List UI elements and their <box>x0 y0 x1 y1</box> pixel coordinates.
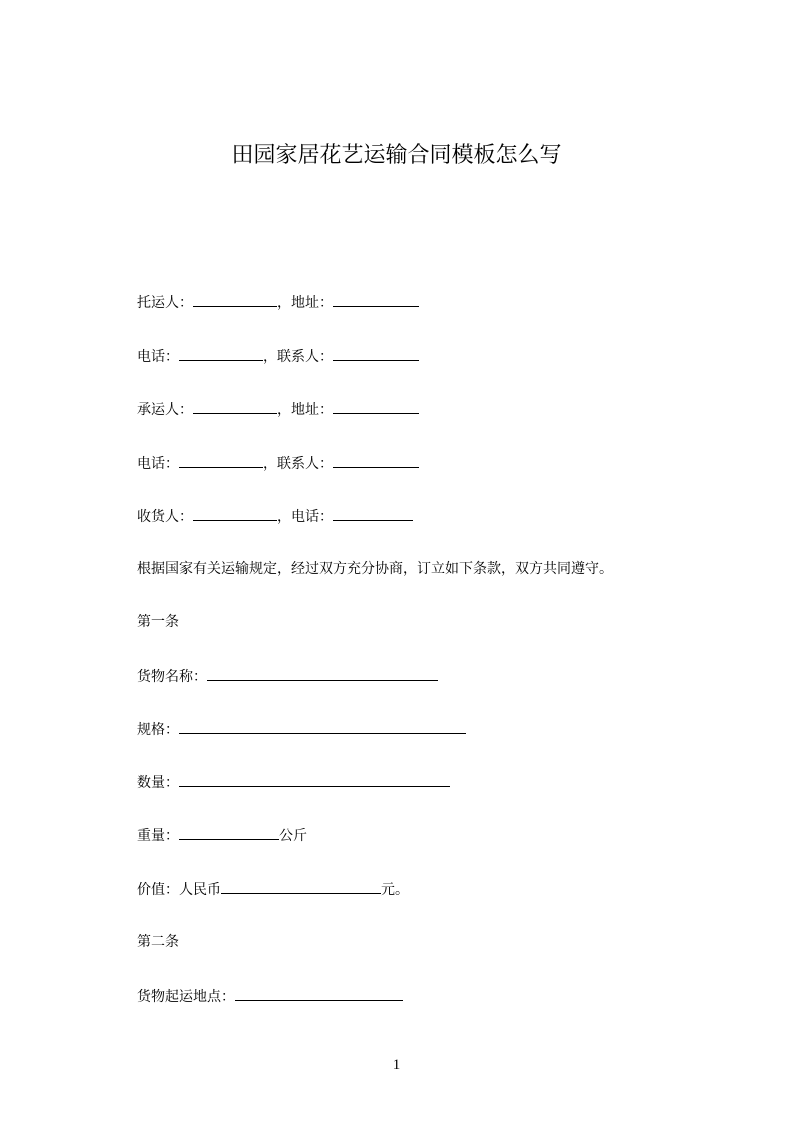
carrier-line <box>137 399 419 420</box>
origin-label: 货物起运地点： <box>137 989 235 1005</box>
consignee-field[interactable] <box>193 506 277 521</box>
spec-label: 规格： <box>137 722 179 738</box>
carrier-phone-field[interactable] <box>179 453 263 468</box>
preamble-paragraph: 根据国家有关运输规定，经过双方充分协商，订立如下条款，双方共同遵守。 <box>137 561 613 577</box>
quantity-field[interactable] <box>179 772 450 787</box>
consignee-phone-label: 电话： <box>291 509 333 525</box>
separator: ， <box>277 402 291 418</box>
carrier-phone-label: 电话： <box>137 456 179 472</box>
value-line <box>137 879 409 900</box>
separator: ， <box>277 509 291 525</box>
origin-field[interactable] <box>235 986 403 1001</box>
shipper-contact-line <box>137 346 419 367</box>
spec-field[interactable] <box>179 719 466 734</box>
carrier-field[interactable] <box>193 399 277 414</box>
shipper-label: 托运人： <box>137 295 193 311</box>
carrier-address-label: 地址： <box>291 402 333 418</box>
weight-label: 重量： <box>137 828 179 844</box>
separator: ， <box>263 456 277 472</box>
goods-name-line <box>137 666 438 687</box>
article-1-heading: 第一条 <box>137 614 179 630</box>
separator: ， <box>277 295 291 311</box>
quantity-label: 数量： <box>137 775 179 791</box>
carrier-address-field[interactable] <box>333 399 419 414</box>
value-field[interactable] <box>221 879 381 894</box>
shipper-phone-field[interactable] <box>179 346 263 361</box>
consignee-label: 收货人： <box>137 509 193 525</box>
spec-line <box>137 719 466 740</box>
weight-line <box>137 825 307 846</box>
origin-line <box>137 986 403 1007</box>
consignee-line <box>137 506 413 527</box>
page-number: 1 <box>392 1057 401 1073</box>
value-label: 价值：人民币 <box>137 882 221 898</box>
carrier-contact-label: 联系人： <box>277 456 333 472</box>
goods-name-field[interactable] <box>207 666 438 681</box>
quantity-line <box>137 772 450 793</box>
consignee-phone-field[interactable] <box>333 506 413 521</box>
carrier-contact-line <box>137 453 419 474</box>
carrier-label: 承运人： <box>137 402 193 418</box>
document-title: 田园家居花艺运输合同模板怎么写 <box>231 143 562 168</box>
value-suffix: 元。 <box>381 882 409 898</box>
article-2-heading: 第二条 <box>137 934 179 950</box>
shipper-phone-label: 电话： <box>137 349 179 365</box>
separator: ， <box>263 349 277 365</box>
shipper-line <box>137 292 419 313</box>
weight-unit: 公斤 <box>279 828 307 844</box>
shipper-address-label: 地址： <box>291 295 333 311</box>
shipper-contact-label: 联系人： <box>277 349 333 365</box>
carrier-contact-field[interactable] <box>333 453 419 468</box>
shipper-contact-field[interactable] <box>333 346 419 361</box>
shipper-address-field[interactable] <box>333 292 419 307</box>
weight-field[interactable] <box>179 825 279 840</box>
goods-name-label: 货物名称： <box>137 669 207 685</box>
shipper-field[interactable] <box>193 292 277 307</box>
